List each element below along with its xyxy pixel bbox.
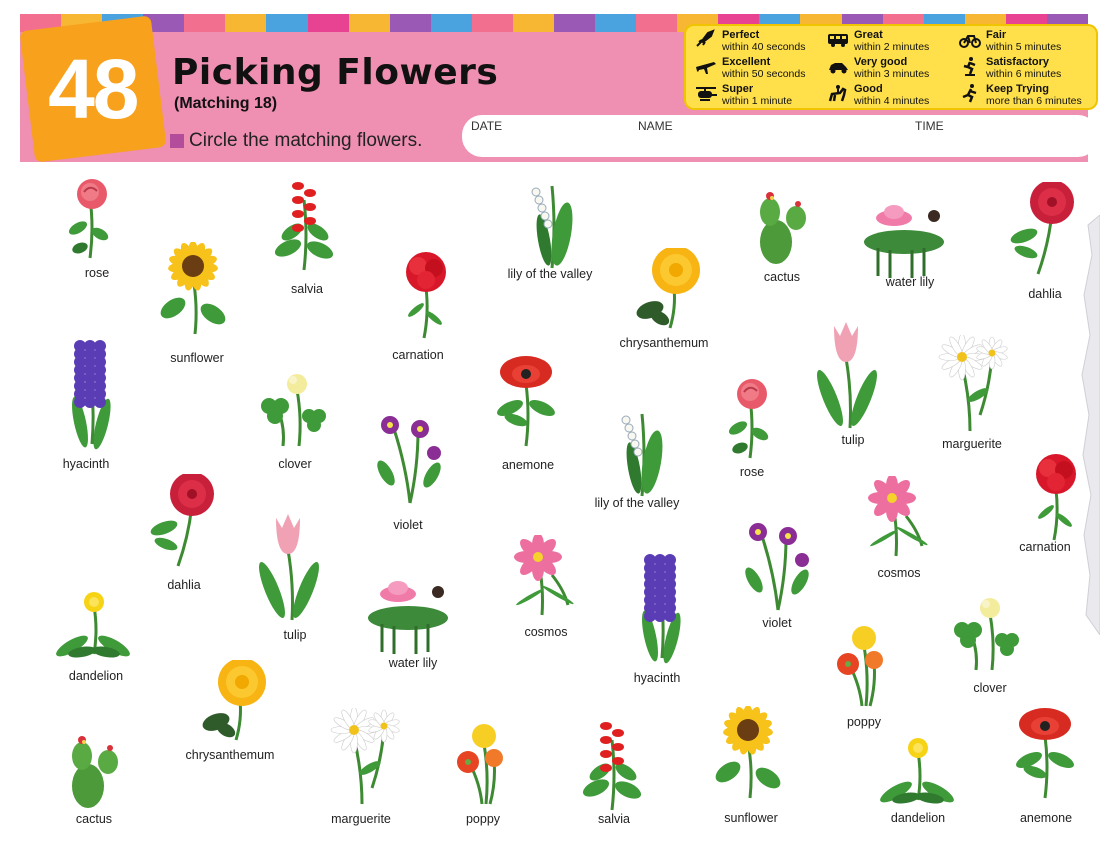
bus-icon	[826, 29, 850, 49]
score-rank: Great	[854, 29, 883, 41]
flower-label-hyacinth: hyacinth	[62, 457, 110, 471]
violet-icon[interactable]	[370, 413, 460, 529]
flower-label-dandelion: dandelion	[890, 811, 946, 825]
rose-icon[interactable]	[720, 378, 810, 494]
stripe-segment	[184, 14, 225, 32]
skater-icon	[958, 56, 982, 76]
horse-rider-icon	[826, 83, 850, 103]
water-lily-icon[interactable]	[368, 574, 458, 690]
score-level-satisfactory	[958, 56, 1061, 80]
score-level-good	[826, 83, 929, 107]
flower-label-violet: violet	[393, 518, 423, 532]
marguerite-icon[interactable]	[934, 335, 1024, 451]
flower-label-rose: rose	[84, 266, 110, 280]
flower-label-salvia: salvia	[598, 812, 630, 826]
page-title: Picking Flowers	[172, 52, 499, 93]
flower-label-water-lily: water lily	[885, 275, 935, 289]
water-lily-icon[interactable]	[864, 198, 954, 314]
stripe-segment	[595, 14, 636, 32]
flower-label-marguerite: marguerite	[942, 437, 1002, 451]
score-rank: Excellent	[722, 56, 771, 68]
flower-label-tulip: tulip	[283, 628, 307, 642]
anemone-icon[interactable]	[1015, 706, 1100, 822]
dandelion-icon[interactable]	[54, 592, 144, 708]
score-time: within 50 seconds	[722, 68, 806, 80]
anemone-icon[interactable]	[496, 354, 586, 470]
runner-icon	[958, 83, 982, 103]
flower-label-chrysanthemum: chrysanthemum	[185, 748, 275, 762]
scoring-box	[686, 26, 1096, 108]
worksheet-number-badge	[23, 19, 163, 159]
score-time: within 4 minutes	[854, 95, 930, 107]
flower-label-dandelion: dandelion	[68, 669, 124, 683]
score-rank: Good	[854, 83, 883, 95]
flower-label-marguerite: marguerite	[331, 812, 391, 826]
score-time: more than 6 minutes	[986, 95, 1082, 107]
sunflower-icon[interactable]	[712, 706, 802, 822]
airplane-icon	[694, 56, 718, 76]
stripe-segment	[390, 14, 431, 32]
car-icon	[826, 56, 850, 76]
flower-label-salvia: salvia	[291, 282, 323, 296]
time-field-label: TIME	[915, 119, 944, 133]
score-rank: Fair	[986, 29, 1007, 41]
flower-label-lily-of-the-valley: lily of the valley	[507, 267, 593, 281]
stripe-segment	[349, 14, 390, 32]
score-level-perfect	[694, 29, 805, 53]
instruction	[170, 130, 422, 152]
page-subtitle: (Matching 18)	[174, 95, 278, 112]
score-time: within 6 minutes	[986, 68, 1062, 80]
flower-label-cosmos: cosmos	[877, 566, 921, 580]
stripe-segment	[143, 14, 184, 32]
score-level-great	[826, 29, 929, 53]
score-rank: Satisfactory	[986, 56, 1049, 68]
score-level-keep-trying	[958, 83, 1082, 107]
score-time: within 1 minute	[722, 95, 793, 107]
flower-label-poppy: poppy	[846, 715, 882, 729]
dandelion-icon[interactable]	[878, 738, 968, 850]
rocket-icon	[694, 29, 718, 49]
flower-label-anemone: anemone	[1019, 811, 1073, 825]
score-time: within 40 seconds	[722, 41, 806, 53]
flower-label-violet: violet	[762, 616, 792, 630]
flower-label-dahlia: dahlia	[1028, 287, 1062, 301]
flower-label-dahlia: dahlia	[167, 578, 201, 592]
score-time: within 3 minutes	[854, 68, 930, 80]
stripe-segment	[513, 14, 554, 32]
stripe-segment	[554, 14, 595, 32]
cactus-icon[interactable]	[750, 190, 840, 306]
flower-label-water-lily: water lily	[388, 656, 438, 670]
score-level-excellent	[694, 56, 805, 80]
stripe-segment	[431, 14, 472, 32]
flower-label-poppy: poppy	[465, 812, 501, 826]
worksheet-number: 48	[48, 41, 138, 136]
tulip-icon[interactable]	[814, 318, 904, 434]
info-fields[interactable]	[462, 115, 1098, 157]
hyacinth-icon[interactable]	[62, 340, 152, 456]
flower-label-carnation: carnation	[1019, 540, 1071, 554]
stripe-segment	[266, 14, 307, 32]
score-rank: Super	[722, 83, 754, 95]
date-field-label: DATE	[471, 119, 503, 133]
dahlia-icon[interactable]	[148, 474, 238, 590]
flower-label-carnation: carnation	[392, 348, 444, 362]
score-time: within 2 minutes	[854, 41, 930, 53]
score-rank: Very good	[854, 56, 908, 68]
cactus-icon[interactable]	[62, 734, 152, 850]
flower-label-cosmos: cosmos	[524, 625, 568, 639]
score-time: within 5 minutes	[986, 41, 1062, 53]
flower-label-clover: clover	[278, 457, 312, 471]
salvia-icon[interactable]	[270, 180, 360, 296]
marguerite-icon[interactable]	[326, 708, 416, 824]
instruction-marker-icon	[170, 134, 184, 148]
flower-label-cactus: cactus	[75, 812, 113, 826]
sunflower-icon[interactable]	[157, 242, 247, 358]
score-level-very-good	[826, 56, 929, 80]
flower-label-clover: clover	[973, 681, 1007, 695]
flower-label-sunflower: sunflower	[724, 811, 778, 825]
stripe-segment	[308, 14, 349, 32]
score-level-super	[694, 83, 792, 107]
torn-edge	[1074, 215, 1100, 635]
helicopter-icon	[694, 83, 718, 103]
flower-label-chrysanthemum: chrysanthemum	[619, 336, 709, 350]
flower-label-rose: rose	[739, 465, 765, 479]
flower-label-tulip: tulip	[841, 433, 865, 447]
score-level-fair	[958, 29, 1061, 53]
flower-label-lily-of-the-valley: lily of the valley	[594, 496, 680, 510]
flower-label-sunflower: sunflower	[170, 351, 224, 365]
tulip-icon[interactable]	[256, 510, 346, 626]
flower-label-hyacinth: hyacinth	[633, 671, 681, 685]
instruction-text: Circle the matching flowers.	[189, 130, 423, 151]
stripe-segment	[225, 14, 266, 32]
stripe-segment	[472, 14, 513, 32]
score-rank: Perfect	[722, 29, 760, 41]
stripe-segment	[636, 14, 677, 32]
hyacinth-icon[interactable]	[632, 554, 722, 670]
score-rank: Keep Trying	[986, 83, 1049, 95]
bicycle-icon	[958, 29, 982, 49]
flower-label-cactus: cactus	[763, 270, 801, 284]
name-field-label: NAME	[638, 119, 673, 133]
flower-label-anemone: anemone	[501, 458, 555, 472]
